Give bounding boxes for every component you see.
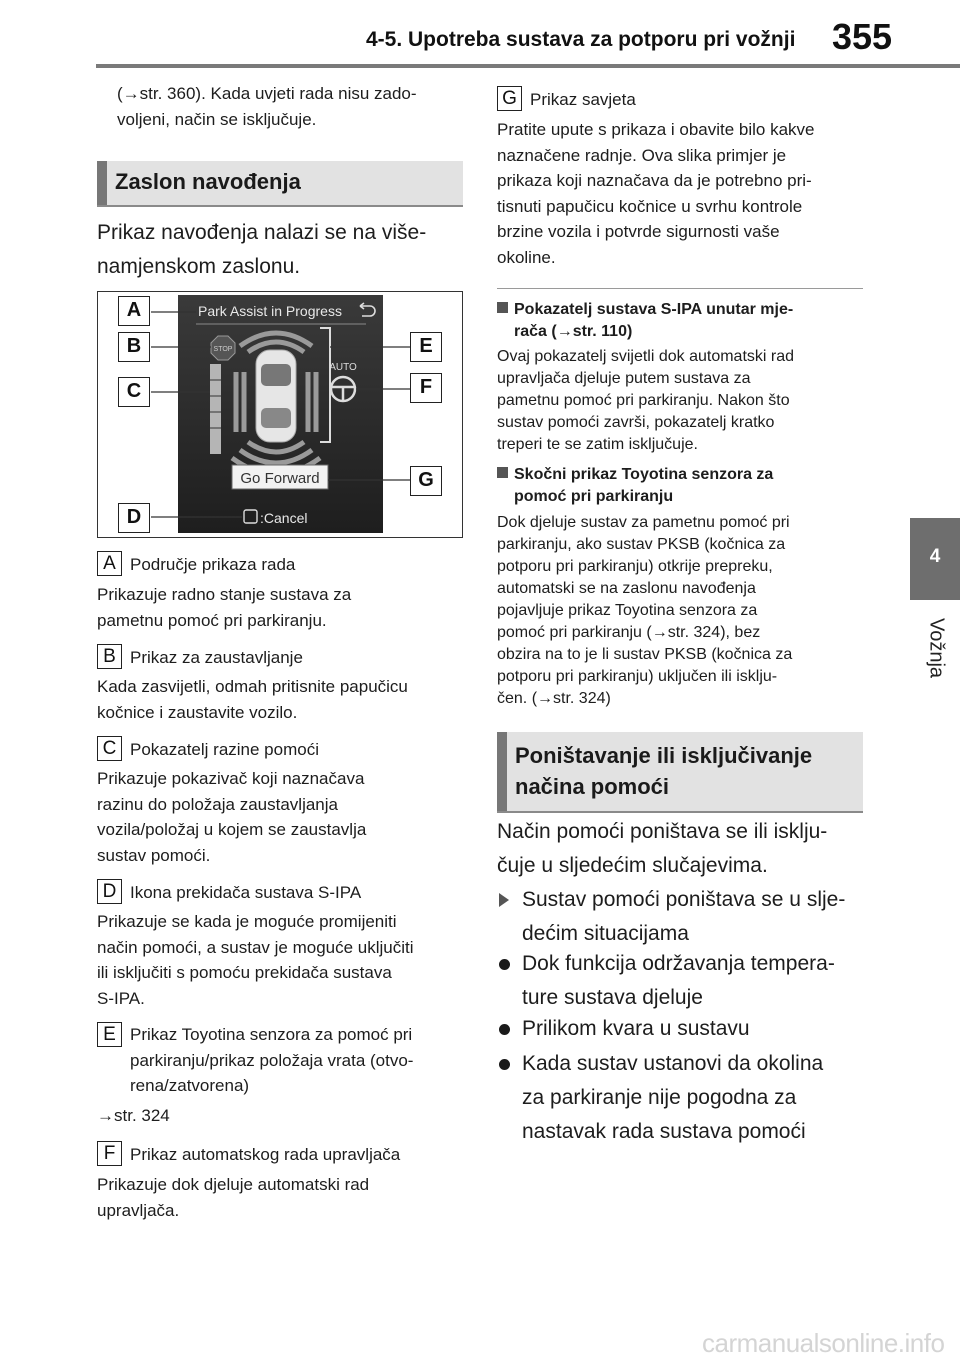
label-line: parkiranju/prikaz položaja vrata (otvo- xyxy=(130,1050,414,1070)
item-letter-c: C xyxy=(97,736,122,761)
bullet-item xyxy=(522,1012,750,1046)
desc-line: Kada zasvijetli, odmah pritisnite papučicu xyxy=(97,677,408,696)
bullet-dot-icon xyxy=(499,1024,510,1035)
label-line: Prikaz Toyotina senzora za pomoć pri xyxy=(130,1025,413,1044)
desc-line: vozila/položaj u kojem se zaustavlja xyxy=(97,820,367,839)
lead-paragraph-cancel xyxy=(497,815,827,883)
stop-sign-text: STOP xyxy=(213,346,233,353)
note-title-line: rača (→str. 110) xyxy=(514,323,633,340)
desc-line: upravljača. xyxy=(97,1200,180,1220)
chapter-tab[interactable] xyxy=(910,518,960,600)
item-desc-d xyxy=(97,909,414,1011)
item-letter-d: D xyxy=(97,879,122,904)
item-line: nastavak rada sustava pomoći xyxy=(522,1120,806,1143)
item-desc-b xyxy=(97,674,408,725)
diagram-label-a: A xyxy=(118,296,150,326)
bullet-dot-icon xyxy=(499,959,510,970)
note-line: Ovaj pokazatelj svijetli dok automatski rad xyxy=(497,348,795,365)
section-bar xyxy=(97,161,107,205)
chapter-number: 4 xyxy=(929,546,941,567)
lead-line: čuje u sljedećim slučajevima. xyxy=(497,854,768,877)
header-rule xyxy=(96,64,960,68)
note-line: Dok djeluje sustav za pametnu pomoć pri xyxy=(497,514,790,531)
desc-line: okoline. xyxy=(497,247,556,267)
desc-line: Prikazuje se kada je moguće promijeniti xyxy=(97,912,397,931)
desc-line: Pratite upute s prikaza i obavite bilo kakve xyxy=(497,120,815,139)
note-title-line: pomoć pri parkiranju xyxy=(514,488,674,505)
car-icon xyxy=(256,350,296,442)
item-letter-a: A xyxy=(97,551,122,576)
diagram-label-g: G xyxy=(410,466,442,496)
section-heading-line: Poništavanje ili isključivanje xyxy=(515,743,813,768)
item-desc-g xyxy=(497,117,815,270)
lead-line: namjenskom zaslonu. xyxy=(97,255,301,278)
item-line: dećim situacijama xyxy=(522,922,689,945)
screen-title: Park Assist in Progress xyxy=(198,303,342,319)
diagram-label-f: F xyxy=(410,373,442,403)
desc-line: Prikazuje pokazivač koji naznačava xyxy=(97,769,365,788)
note-line: automatski se na zaslonu navođenja xyxy=(497,580,756,597)
guidance-screen-diagram xyxy=(97,291,463,538)
note-title-line: Pokazatelj sustava S-IPA unutar mje- xyxy=(514,301,794,318)
desc-line: sustav pomoći. xyxy=(97,845,211,865)
label-line: rena/zatvorena) xyxy=(130,1076,250,1095)
bullet-dot-icon xyxy=(499,1059,510,1070)
desc-line: Prikazuje radno stanje sustava za xyxy=(97,585,352,604)
item-letter-f: F xyxy=(97,1141,122,1166)
intro-line: voljeni, način se isključuje. xyxy=(117,109,317,129)
item-desc-a xyxy=(97,582,351,633)
note-line: treperi te se zatim isključuje. xyxy=(497,436,698,453)
intro-line: (→str. 360). Kada uvjeti rada nisu zado- xyxy=(117,84,417,103)
cancel-text: :Cancel xyxy=(260,510,308,526)
desc-line: tisnuti papučicu kočnice u svrhu kontrole xyxy=(497,196,803,216)
diagram-label-b: B xyxy=(118,332,150,362)
page-number: 355 xyxy=(832,16,893,57)
triangle-bullet-icon xyxy=(499,893,509,907)
triangle-item xyxy=(522,883,845,951)
desc-line: način pomoći, a sustav je moguće uključiti xyxy=(97,937,414,957)
chapter-label-text: Vožnja xyxy=(925,617,948,679)
note-line: obzira na to je li sustav PKSB (kočnica za xyxy=(497,646,793,663)
item-label-b: Prikaz za zaustavljanje xyxy=(130,648,303,667)
desc-line: ili isključiti s pomoću prekidača sustava xyxy=(97,963,392,982)
item-line: ture sustava djeluje xyxy=(522,986,703,1009)
lead-paragraph xyxy=(97,216,426,284)
assist-level-bar xyxy=(210,364,221,454)
item-label-f: Prikaz automatskog rada upravljača xyxy=(130,1145,401,1164)
item-label-g: Prikaz savjeta xyxy=(530,90,636,109)
item-letter-g: G xyxy=(497,86,522,111)
item-label-c: Pokazatelj razine pomoći xyxy=(130,740,319,759)
item-letter-b: B xyxy=(97,644,122,669)
item-desc-e xyxy=(97,1103,170,1129)
item-desc-c xyxy=(97,766,366,868)
note-body-indicator xyxy=(497,346,794,456)
item-label-e xyxy=(130,1022,413,1099)
watermark: carmanualsonline.info xyxy=(702,1328,945,1358)
section-heading-line: načina pomoći xyxy=(515,774,670,799)
item-line: za parkiranje nije pogodna za xyxy=(522,1086,797,1109)
lead-line: Prikaz navođenja nalazi se na više- xyxy=(97,221,427,244)
note-line: čen. (→str. 324) xyxy=(497,690,611,707)
desc-line: prikaza koji naznačava da je potrebno pri- xyxy=(497,171,812,190)
item-desc-f xyxy=(97,1172,369,1223)
chapter-label xyxy=(912,608,960,688)
square-bullet-icon xyxy=(497,467,508,478)
section-heading-cancel xyxy=(497,732,863,813)
desc-line: kočnice i zaustavite vozilo. xyxy=(97,702,298,722)
diagram-label-c: C xyxy=(118,377,150,407)
desc-line: S-IPA. xyxy=(97,988,145,1008)
item-label-d: Ikona prekidača sustava S-IPA xyxy=(130,883,362,902)
section-heading-guidance xyxy=(97,161,463,207)
note-title-indicator xyxy=(497,299,793,343)
note-line: potporu pri parkiranju) uključen ili isklju- xyxy=(497,668,778,685)
section-bar xyxy=(497,732,507,811)
desc-line: naznačene radnje. Ova slika primjer je xyxy=(497,145,787,165)
item-line: Sustav pomoći poništava se u slje- xyxy=(522,888,846,911)
section-heading-text xyxy=(515,740,812,802)
page-reference-link[interactable]: →str. 324 xyxy=(97,1106,170,1125)
divider xyxy=(497,288,863,289)
bullet-item xyxy=(522,1047,823,1149)
note-body-popup xyxy=(497,512,792,710)
auto-text: AUTO xyxy=(329,362,357,373)
note-line: parkiranju, ako sustav PKSB (kočnica za xyxy=(497,536,786,553)
note-title-line: Skočni prikaz Toyotina senzora za xyxy=(514,466,774,483)
desc-line: pametnu pomoć pri parkiranju. xyxy=(97,610,327,630)
note-line: sustav pomoći završi, pokazatelj kratko xyxy=(497,414,775,431)
section-title: 4-5. Upotreba sustava za potporu pri vožnji xyxy=(366,28,796,51)
section-heading-text: Zaslon navođenja xyxy=(115,169,301,194)
note-line: pametnu pomoć pri parkiranju. Nakon što xyxy=(497,392,790,409)
item-letter-e: E xyxy=(97,1022,122,1047)
diagram-graphic xyxy=(98,292,461,536)
desc-line: brzine vozila i potvrde sigurnosti vaše xyxy=(497,222,780,241)
note-line: upravljača djeluje putem sustava za xyxy=(497,370,751,387)
item-line: Prilikom kvara u sustavu xyxy=(522,1017,750,1040)
diagram-label-e: E xyxy=(410,332,442,362)
bullet-item xyxy=(522,947,835,1015)
lead-line: Način pomoći poništava se ili isklju- xyxy=(497,820,828,843)
note-line: potporu pri parkiranju) otkrije prepreku, xyxy=(497,558,773,575)
note-line: pomoć pri parkiranju (→str. 324), bez xyxy=(497,624,761,641)
item-label-a: Područje prikaza rada xyxy=(130,555,296,574)
square-bullet-icon xyxy=(497,302,508,313)
item-line: Dok funkcija održavanja tempera- xyxy=(522,952,835,975)
note-title-popup xyxy=(497,464,773,508)
item-line: Kada sustav ustanovi da okolina xyxy=(522,1052,824,1075)
go-forward-text: Go Forward xyxy=(240,470,320,487)
desc-line: Prikazuje dok djeluje automatski rad xyxy=(97,1175,370,1194)
diagram-label-d: D xyxy=(118,503,150,533)
note-line: pojavljuje prikaz Toyotina senzora za xyxy=(497,602,758,619)
intro-paragraph xyxy=(117,81,417,132)
desc-line: razinu do položaja zaustavljanja xyxy=(97,794,338,814)
